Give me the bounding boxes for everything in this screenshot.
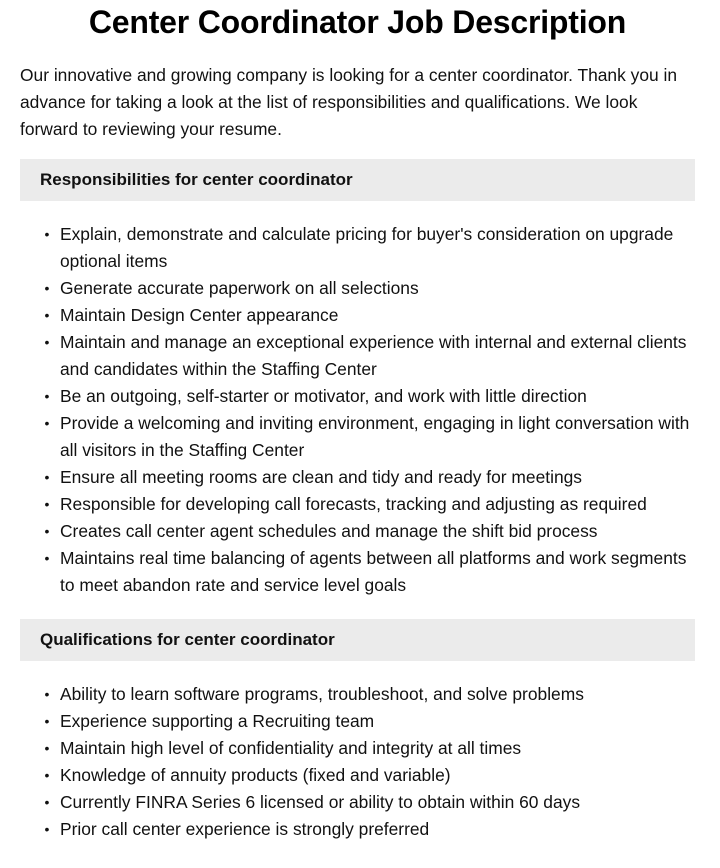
responsibilities-heading: Responsibilities for center coordinator (20, 159, 695, 201)
bullet-icon: • (44, 307, 50, 323)
list-item (20, 735, 695, 762)
bullet-icon: • (44, 794, 50, 810)
list-item-text: Prior call center experience is strongly preferred (60, 819, 430, 839)
page-title: Center Coordinator Job Description (88, 4, 627, 40)
list-item-text: Currently FINRA Series 6 licensed or ability to obtain within 60 days (60, 792, 581, 812)
list-item (20, 221, 695, 275)
list-item (20, 491, 695, 518)
list-item (20, 681, 695, 708)
bullet-icon: • (44, 415, 50, 431)
list-item-text: Be an outgoing, self-starter or motivator, and work with little direction (60, 386, 587, 406)
list-item (20, 518, 695, 545)
list-item (20, 410, 695, 464)
list-item (20, 383, 695, 410)
list-item (20, 302, 695, 329)
bullet-icon: • (44, 686, 50, 702)
responsibilities-section (20, 159, 695, 599)
bullet-icon: • (44, 469, 50, 485)
bullet-icon: • (44, 550, 50, 566)
list-item-text: Experience supporting a Recruiting team (60, 711, 375, 731)
bullet-icon: • (44, 740, 50, 756)
list-item-text: Maintain high level of confidentiality and integrity at all times (60, 738, 522, 758)
list-item (20, 816, 695, 843)
list-item-text: Maintains real time balancing of agents between all platforms and work segments to meet abandon rate and service level goals (60, 548, 687, 595)
list-item-text: Creates call center agent schedules and manage the shift bid process (60, 521, 598, 541)
list-item (20, 464, 695, 491)
list-item (20, 762, 695, 789)
bullet-icon: • (44, 226, 50, 242)
list-item (20, 275, 695, 302)
bullet-icon: • (44, 334, 50, 350)
list-item (20, 708, 695, 735)
list-item-text: Maintain Design Center appearance (60, 305, 339, 325)
bullet-icon: • (44, 523, 50, 539)
qualifications-list (20, 681, 695, 843)
list-item-text: Explain, demonstrate and calculate pricing for buyer's consideration on upgrade optional items (60, 224, 674, 271)
list-item-text: Ability to learn software programs, troubleshoot, and solve problems (60, 684, 584, 704)
responsibilities-list (20, 221, 695, 599)
list-item-text: Knowledge of annuity products (fixed and variable) (60, 765, 451, 785)
list-item (20, 545, 695, 599)
bullet-icon: • (44, 280, 50, 296)
section-spacer (20, 599, 695, 603)
bullet-icon: • (44, 496, 50, 512)
list-item-text: Maintain and manage an exceptional experience with internal and external clients and candidates within the Staffing Center (60, 332, 687, 379)
qualifications-heading: Qualifications for center coordinator (20, 619, 695, 661)
intro-paragraph: Our innovative and growing company is looking for a center coordinator. Thank you in advance for taking a look at the list of responsibilities and qualifications. We look forward to reviewing your resume. (20, 65, 678, 139)
bullet-icon: • (44, 388, 50, 404)
list-item (20, 789, 695, 816)
qualifications-section (20, 619, 695, 843)
bullet-icon: • (44, 713, 50, 729)
bullet-icon: • (44, 767, 50, 783)
bullet-icon: • (44, 821, 50, 837)
list-item-text: Ensure all meeting rooms are clean and tidy and ready for meetings (60, 467, 582, 487)
list-item-text: Generate accurate paperwork on all selections (60, 278, 419, 298)
list-item (20, 329, 695, 383)
list-item-text: Provide a welcoming and inviting environment, engaging in light conversation with all visitors in the Staffing Center (60, 413, 690, 460)
list-item-text: Responsible for developing call forecasts, tracking and adjusting as required (60, 494, 647, 514)
